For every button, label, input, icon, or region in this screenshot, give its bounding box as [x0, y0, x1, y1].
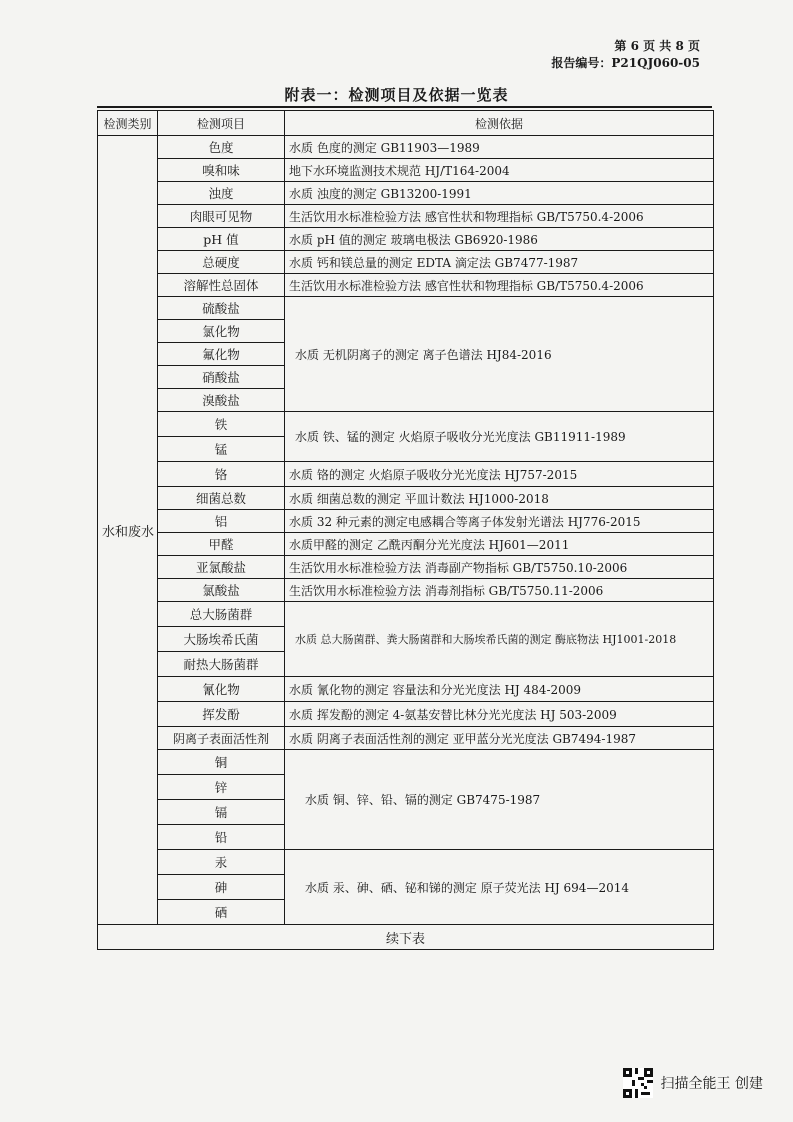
table-row — [98, 702, 714, 727]
table-row — [98, 136, 714, 159]
item-cell: 浊度 — [158, 182, 285, 205]
basis-cell: 水质 钙和镁总量的测定 EDTA 滴定法 GB7477-1987 — [285, 251, 714, 274]
table-row — [98, 677, 714, 702]
item-cell: 氟化物 — [158, 343, 285, 366]
inspection-basis-table — [97, 110, 714, 950]
basis-cell: 水质 色度的测定 GB11903—1989 — [285, 136, 714, 159]
item-cell: 硒 — [158, 900, 285, 925]
table-row — [98, 462, 714, 487]
item-cell: 肉眼可见物 — [158, 205, 285, 228]
item-cell: 汞 — [158, 850, 285, 875]
basis-cell: 水质 阴离子表面活性剂的测定 亚甲蓝分光光度法 GB7494-1987 — [285, 727, 714, 750]
item-cell: 砷 — [158, 875, 285, 900]
table-row — [98, 579, 714, 602]
page-number: 第 6 页 共 8 页 — [614, 39, 700, 53]
item-cell: 亚氯酸盐 — [158, 556, 285, 579]
basis-cell: 水质 总大肠菌群、粪大肠菌群和大肠埃希氏菌的测定 酶底物法 HJ1001-2018 — [285, 602, 714, 677]
table-row — [98, 159, 714, 182]
item-cell: pH 值 — [158, 228, 285, 251]
basis-cell: 水质 pH 值的测定 玻璃电极法 GB6920-1986 — [285, 228, 714, 251]
item-cell: 氯酸盐 — [158, 579, 285, 602]
item-cell: 嗅和味 — [158, 159, 285, 182]
item-cell: 铬 — [158, 462, 285, 487]
title-rule — [97, 106, 712, 108]
basis-cell: 水质 铜、锌、铅、镉的测定 GB7475-1987 — [285, 750, 714, 850]
continued-row — [98, 925, 714, 950]
basis-cell: 生活饮用水标准检验方法 消毒副产物指标 GB/T5750.10-2006 — [285, 556, 714, 579]
col-header-item: 检测项目 — [158, 111, 285, 136]
item-cell: 铅 — [158, 825, 285, 850]
category-cell: 水和废水 — [98, 136, 158, 925]
table-header-row — [98, 111, 714, 136]
item-cell: 铝 — [158, 510, 285, 533]
item-cell: 色度 — [158, 136, 285, 159]
basis-cell: 生活饮用水标准检验方法 感官性状和物理指标 GB/T5750.4-2006 — [285, 205, 714, 228]
item-cell: 铜 — [158, 750, 285, 775]
item-cell: 氯化物 — [158, 320, 285, 343]
item-cell: 硝酸盐 — [158, 366, 285, 389]
continued-label: 续下表 — [98, 925, 714, 950]
table-title: 附表一：检测项目及依据一览表 — [284, 86, 509, 104]
scanner-app-label: 扫描全能王 创建 — [660, 1076, 763, 1092]
table-row — [98, 251, 714, 274]
table-row — [98, 228, 714, 251]
item-cell: 氰化物 — [158, 677, 285, 702]
basis-cell: 水质 32 种元素的测定电感耦合等离子体发射光谱法 HJ776-2015 — [285, 510, 714, 533]
item-cell: 锰 — [158, 437, 285, 462]
item-cell: 总大肠菌群 — [158, 602, 285, 627]
basis-cell: 水质 挥发酚的测定 4-氨基安替比林分光光度法 HJ 503-2009 — [285, 702, 714, 727]
basis-cell: 生活饮用水标准检验方法 消毒剂指标 GB/T5750.11-2006 — [285, 579, 714, 602]
table-row — [98, 750, 714, 775]
table-row — [98, 182, 714, 205]
basis-cell: 水质 细菌总数的测定 平皿计数法 HJ1000-2018 — [285, 487, 714, 510]
basis-cell: 水质 铬的测定 火焰原子吸收分光光度法 HJ757-2015 — [285, 462, 714, 487]
basis-cell: 水质 氰化物的测定 容量法和分光光度法 HJ 484-2009 — [285, 677, 714, 702]
item-cell: 溶解性总固体 — [158, 274, 285, 297]
table-row — [98, 602, 714, 627]
table-row — [98, 850, 714, 875]
item-cell: 大肠埃希氏菌 — [158, 627, 285, 652]
col-header-basis: 检测依据 — [285, 111, 714, 136]
table-row — [98, 727, 714, 750]
table-row — [98, 533, 714, 556]
item-cell: 镉 — [158, 800, 285, 825]
table-row — [98, 510, 714, 533]
table-row — [98, 274, 714, 297]
basis-cell: 水质甲醛的测定 乙酰丙酮分光光度法 HJ601—2011 — [285, 533, 714, 556]
basis-cell: 水质 汞、砷、硒、铋和锑的测定 原子荧光法 HJ 694—2014 — [285, 850, 714, 925]
basis-cell: 地下水环境监测技术规范 HJ/T164-2004 — [285, 159, 714, 182]
table-row — [98, 487, 714, 510]
table-row — [98, 205, 714, 228]
table-row — [98, 412, 714, 437]
item-cell: 溴酸盐 — [158, 389, 285, 412]
basis-cell: 生活饮用水标准检验方法 感官性状和物理指标 GB/T5750.4-2006 — [285, 274, 714, 297]
item-cell: 甲醛 — [158, 533, 285, 556]
scanner-watermark — [623, 1068, 763, 1098]
col-header-category: 检测类别 — [98, 111, 158, 136]
item-cell: 阴离子表面活性剂 — [158, 727, 285, 750]
table-row — [98, 297, 714, 320]
item-cell: 耐热大肠菌群 — [158, 652, 285, 677]
report-number: 报告编号：P21QJ060-05 — [551, 56, 700, 70]
item-cell: 硫酸盐 — [158, 297, 285, 320]
item-cell: 总硬度 — [158, 251, 285, 274]
table-row — [98, 556, 714, 579]
basis-cell: 水质 铁、锰的测定 火焰原子吸收分光光度法 GB11911-1989 — [285, 412, 714, 462]
item-cell: 锌 — [158, 775, 285, 800]
page-header — [551, 38, 700, 72]
item-cell: 挥发酚 — [158, 702, 285, 727]
qr-code-icon — [623, 1068, 653, 1098]
item-cell: 细菌总数 — [158, 487, 285, 510]
basis-cell: 水质 浊度的测定 GB13200-1991 — [285, 182, 714, 205]
basis-cell: 水质 无机阴离子的测定 离子色谱法 HJ84-2016 — [285, 297, 714, 412]
item-cell: 铁 — [158, 412, 285, 437]
